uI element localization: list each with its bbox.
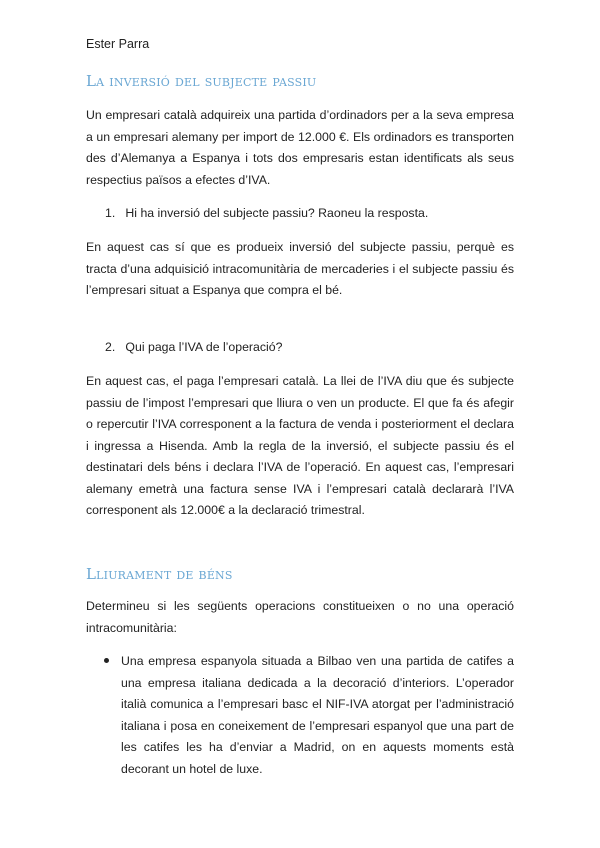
author-name: Ester Parra — [86, 37, 150, 51]
list-item — [104, 651, 514, 780]
paragraph-operations-intro: Determineu si les següents operacions constitueixen o no una operació intracomunitària: — [86, 599, 514, 635]
bullet-icon — [104, 658, 109, 663]
paragraph-intro: Un empresari català adquireix una partida d’ordinadors per a la seva empresa a un empresari alemany per import de 12.000 €. Els ordinadors es transporten des d’Alemanya a Espanya i tots dos empresaris estan identificats als seus respectius països a efectes d’IVA. — [86, 108, 514, 187]
question-1-number: 1. — [105, 206, 116, 220]
section-heading-subject-inversion: La inversió del subjecte passiu — [86, 72, 317, 90]
question-1 — [105, 203, 428, 225]
question-2-text: Qui paga l’IVA de l’operació? — [125, 340, 283, 354]
list-item-text: Una empresa espanyola situada a Bilbao ven una partida de catifes a una empresa italiana dedicada a la decoració d’interiors. L’operador italià comunica a l’empresari basc el NIF-IVA atorgat per l’administració italiana i posa en coneixement de l’empresari espanyol que una part de les catifes les ha d’enviar a Madrid, on en aquests moments està decorant un hotel de luxe. — [121, 654, 514, 776]
question-1-text: Hi ha inversió del subjecte passiu? Raoneu la resposta. — [125, 206, 429, 220]
question-2 — [105, 337, 282, 359]
answer-2: En aquest cas, el paga l’empresari català. La llei de l’IVA diu que és subjecte passiu de l’impost l’empresari que lliura o ven un producte. El que fa és afegir o repercutir l’IVA corresponent a la factura de venda i posteriorment el declara i ingressa a Hisenda. Amb la regla de la inversió, el subjecte passiu és el destinatari dels béns i declara l’IVA de l’operació. En aquest cas, l’empresari alemany emetrà una factura sense IVA i l’empresari català declararà l’IVA corresponent als 12.000€ a la declaració trimestral. — [86, 374, 514, 517]
answer-1: En aquest cas sí que es produeix inversió del subjecte passiu, perquè es tracta d’una adquisició intracomunitària de mercaderies i el subjecte passiu és l’empresari situat a Espanya que compra el bé. — [86, 240, 514, 297]
section-heading-goods-delivery: Lliurament de béns — [86, 565, 233, 583]
question-2-number: 2. — [105, 340, 116, 354]
